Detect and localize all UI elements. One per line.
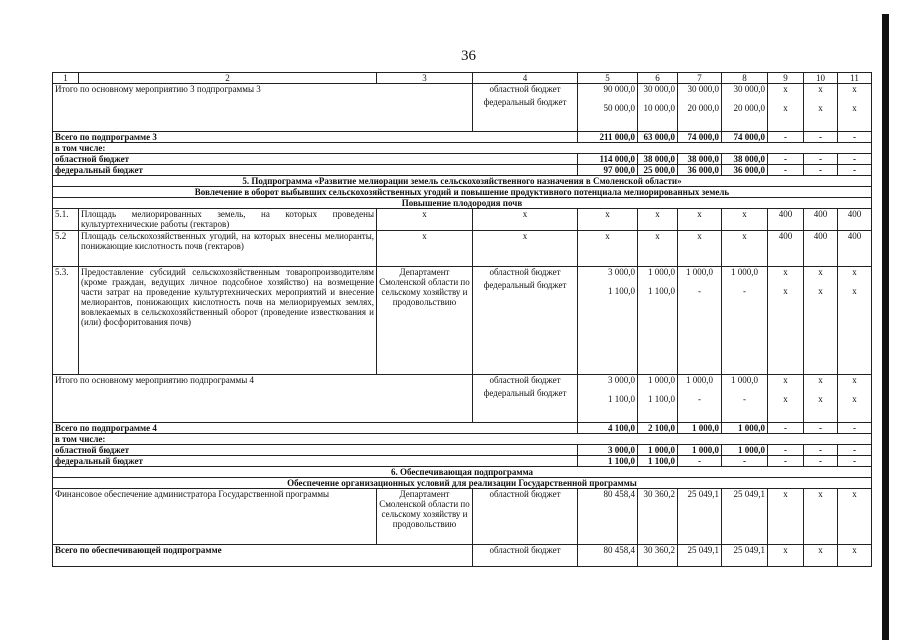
table-row-admin-funding — [53, 489, 872, 545]
value: x — [377, 231, 473, 267]
value: 1 100,0 — [578, 456, 638, 467]
value: 3 000,0 — [578, 445, 638, 456]
value: 1 000,0 — [731, 267, 758, 277]
value: 2 100,0 — [638, 423, 678, 434]
value: 25 049,1 — [678, 489, 722, 545]
value: 1 000,0 — [722, 423, 768, 434]
value: 50 000,0 — [603, 103, 635, 113]
value: x — [818, 103, 823, 113]
value: x — [578, 231, 638, 267]
value: - — [838, 456, 872, 467]
source-label: областной бюджет — [473, 545, 578, 567]
value: - — [678, 456, 722, 467]
value: - — [804, 445, 838, 456]
header-cell: 8 — [722, 73, 768, 84]
value: 400 — [804, 231, 838, 267]
value: 30 000,0 — [687, 84, 719, 94]
value: - — [804, 132, 838, 143]
value: x — [722, 231, 768, 267]
table-row-total-sub3 — [53, 132, 872, 143]
source-label: федеральный бюджет — [483, 97, 567, 107]
value: 1 100,0 — [608, 286, 635, 296]
value: - — [838, 445, 872, 456]
row-label: Итого по основному мероприятию 3 подпрограммы 3 — [53, 84, 473, 132]
value: - — [838, 132, 872, 143]
goal-heading-row — [53, 187, 872, 198]
value: 38 000,0 — [638, 154, 678, 165]
row-text: Площадь мелиорированных земель, на которых проведены культуртехнические работы (гектаров) — [79, 209, 377, 231]
value: x — [852, 84, 857, 94]
value: x — [768, 489, 804, 545]
header-cell: 9 — [768, 73, 804, 84]
value: 400 — [804, 209, 838, 231]
table-row-total-measure4 — [53, 375, 872, 423]
row-text: Предоставление субсидий сельскохозяйственным товаропроизводителям (кроме граждан, ведущих личное подсобное хозяйство) на возмещение части затрат на проведение культуртехнических мероприятий и внесение мелиорантов, понижающих кислотность почв на мелиорируемых землях, вовлекаемых в сельскохозяйственный оборот (проведение известкования и (или) фосфоритования почв) — [79, 267, 377, 375]
value: - — [804, 165, 838, 176]
source-label: областной бюджет — [489, 84, 561, 94]
header-cell: 5 — [578, 73, 638, 84]
value: 1 000,0 — [648, 267, 675, 277]
value: - — [768, 456, 804, 467]
section-heading: 6. Обеспечивающая подпрограмма — [53, 467, 872, 478]
value: x — [838, 489, 872, 545]
value: x — [818, 394, 823, 404]
value: 211 000,0 — [578, 132, 638, 143]
value: x — [818, 267, 823, 277]
value: x — [852, 267, 857, 277]
header-cell: 10 — [804, 73, 838, 84]
row-text: Площадь сельскохозяйственных угодий, на которых внесены мелиоранты, понижающие кислотность почв (гектаров) — [79, 231, 377, 267]
value: 1 000,0 — [678, 423, 722, 434]
table-row-regional-budget — [53, 445, 872, 456]
program-table — [52, 72, 872, 567]
value: 97 000,0 — [578, 165, 638, 176]
value: 400 — [838, 209, 872, 231]
value: 20 000,0 — [687, 103, 719, 113]
value: x — [818, 375, 823, 385]
value: 25 049,1 — [722, 545, 768, 567]
row-label: Всего по обеспечивающей подпрограмме — [53, 545, 473, 567]
value: - — [743, 394, 746, 404]
value: x — [852, 375, 857, 385]
page-number: 36 — [461, 48, 476, 64]
value: 30 360,2 — [638, 489, 678, 545]
value: x — [852, 286, 857, 296]
value: x — [783, 84, 788, 94]
value: 80 458,4 — [578, 489, 638, 545]
value: - — [838, 165, 872, 176]
section-heading: 5. Подпрограмма «Развитие мелиорации земель сельскохозяйственного назначения в Смоленской области» — [53, 176, 872, 187]
value: 400 — [768, 231, 804, 267]
header-cell: 1 — [53, 73, 79, 84]
goal-heading: Обеспечение организационных условий для реализации Государственной программы — [53, 478, 872, 489]
value: - — [722, 456, 768, 467]
value: x — [768, 545, 804, 567]
value: - — [838, 154, 872, 165]
value: x — [783, 375, 788, 385]
table-row-total-sub4 — [53, 423, 872, 434]
value: - — [768, 154, 804, 165]
value: 90 000,0 — [603, 84, 635, 94]
header-cell: 3 — [377, 73, 473, 84]
source-label: областной бюджет — [473, 489, 578, 545]
value: x — [722, 209, 768, 231]
header-cell: 7 — [678, 73, 722, 84]
value: 80 458,4 — [578, 545, 638, 567]
value: 20 000,0 — [733, 103, 765, 113]
value: 38 000,0 — [722, 154, 768, 165]
value: 74 000,0 — [678, 132, 722, 143]
value: - — [768, 423, 804, 434]
table-row-5-1 — [53, 209, 872, 231]
goal-heading-row — [53, 478, 872, 489]
value: 25 049,1 — [722, 489, 768, 545]
section-heading-row — [53, 176, 872, 187]
section-heading-row — [53, 467, 872, 478]
value: 74 000,0 — [722, 132, 768, 143]
row-label: в том числе: — [53, 143, 872, 154]
row-label: Всего по подпрограмме 3 — [53, 132, 578, 143]
value: x — [638, 231, 678, 267]
value: x — [678, 209, 722, 231]
row-label: Всего по подпрограмме 4 — [53, 423, 578, 434]
row-label: областной бюджет — [53, 445, 578, 456]
value: 1 000,0 — [638, 445, 678, 456]
value: - — [838, 423, 872, 434]
header-cell: 4 — [473, 73, 578, 84]
row-number: 5.1. — [53, 209, 79, 231]
row-text: Финансовое обеспечение администратора Государственной программы — [53, 489, 377, 545]
table-row-regional-budget — [53, 154, 872, 165]
executor: Департамент Смоленской области по сельскому хозяйству и продовольствию — [377, 489, 473, 545]
value: x — [783, 267, 788, 277]
header-cell: 11 — [838, 73, 872, 84]
value: 36 000,0 — [678, 165, 722, 176]
value: x — [578, 209, 638, 231]
value: x — [783, 103, 788, 113]
value: 1 000,0 — [686, 375, 713, 385]
value: 1 000,0 — [686, 267, 713, 277]
executor: Департамент Смоленской области по сельскому хозяйству и продовольствию — [377, 267, 473, 375]
value: 1 000,0 — [731, 375, 758, 385]
value: 1 100,0 — [648, 286, 675, 296]
value: x — [852, 394, 857, 404]
value: - — [698, 394, 701, 404]
value: x — [852, 103, 857, 113]
value: 1 100,0 — [638, 456, 678, 467]
value: x — [473, 209, 578, 231]
row-number: 5.3. — [53, 267, 79, 375]
row-label: Итого по основному мероприятию подпрограммы 4 — [53, 375, 473, 423]
value: 25 049,1 — [678, 545, 722, 567]
value: 4 100,0 — [578, 423, 638, 434]
table-row-5-3 — [53, 267, 872, 375]
value: 1 000,0 — [678, 445, 722, 456]
value: x — [783, 394, 788, 404]
row-label: в том числе: — [53, 434, 872, 445]
value: 1 100,0 — [608, 394, 635, 404]
value: 38 000,0 — [678, 154, 722, 165]
value: - — [743, 286, 746, 296]
table-row-total-measure3 — [53, 84, 872, 132]
table-row-including — [53, 434, 872, 445]
goal-heading: Вовлечение в оборот выбывших сельскохозяйственных угодий и повышение продуктивного потенциала мелиорированных земель — [53, 187, 872, 198]
scan-edge-bar — [882, 14, 889, 640]
value: 25 000,0 — [638, 165, 678, 176]
row-number: 5.2 — [53, 231, 79, 267]
row-label: областной бюджет — [53, 154, 578, 165]
value: x — [818, 84, 823, 94]
value: - — [804, 154, 838, 165]
value: - — [768, 132, 804, 143]
table-row-5-2 — [53, 231, 872, 267]
value: - — [804, 456, 838, 467]
value: 114 000,0 — [578, 154, 638, 165]
value: 1 000,0 — [722, 445, 768, 456]
value: x — [678, 231, 722, 267]
value: 3 000,0 — [608, 267, 635, 277]
value: x — [377, 209, 473, 231]
value: x — [783, 286, 788, 296]
value: 3 000,0 — [608, 375, 635, 385]
value: 63 000,0 — [638, 132, 678, 143]
value: 10 000,0 — [643, 103, 675, 113]
value: 1 000,0 — [648, 375, 675, 385]
value: x — [804, 545, 838, 567]
value: - — [804, 423, 838, 434]
value: 30 000,0 — [643, 84, 675, 94]
value: 30 360,2 — [638, 545, 678, 567]
task-heading: Повышение плодородия почв — [53, 198, 872, 209]
value: 400 — [768, 209, 804, 231]
value: - — [768, 445, 804, 456]
value: 36 000,0 — [722, 165, 768, 176]
task-heading-row — [53, 198, 872, 209]
value: 30 000,0 — [733, 84, 765, 94]
value: x — [804, 489, 838, 545]
source-label: федеральный бюджет — [483, 388, 567, 398]
value: 400 — [838, 231, 872, 267]
table-row-including — [53, 143, 872, 154]
table-row-federal-budget — [53, 165, 872, 176]
source-label: областной бюджет — [489, 375, 561, 385]
source-label: областной бюджет — [489, 267, 561, 277]
table-row-total-sub6 — [53, 545, 872, 567]
source-label: федеральный бюджет — [483, 280, 567, 290]
value: x — [838, 545, 872, 567]
value: x — [818, 286, 823, 296]
row-label: федеральный бюджет — [53, 165, 578, 176]
row-label: федеральный бюджет — [53, 456, 578, 467]
header-row — [53, 73, 872, 84]
value: 1 100,0 — [648, 394, 675, 404]
value: - — [768, 165, 804, 176]
table-row-federal-budget — [53, 456, 872, 467]
value: x — [473, 231, 578, 267]
value: x — [638, 209, 678, 231]
value: - — [698, 286, 701, 296]
header-cell: 6 — [638, 73, 678, 84]
header-cell: 2 — [79, 73, 377, 84]
